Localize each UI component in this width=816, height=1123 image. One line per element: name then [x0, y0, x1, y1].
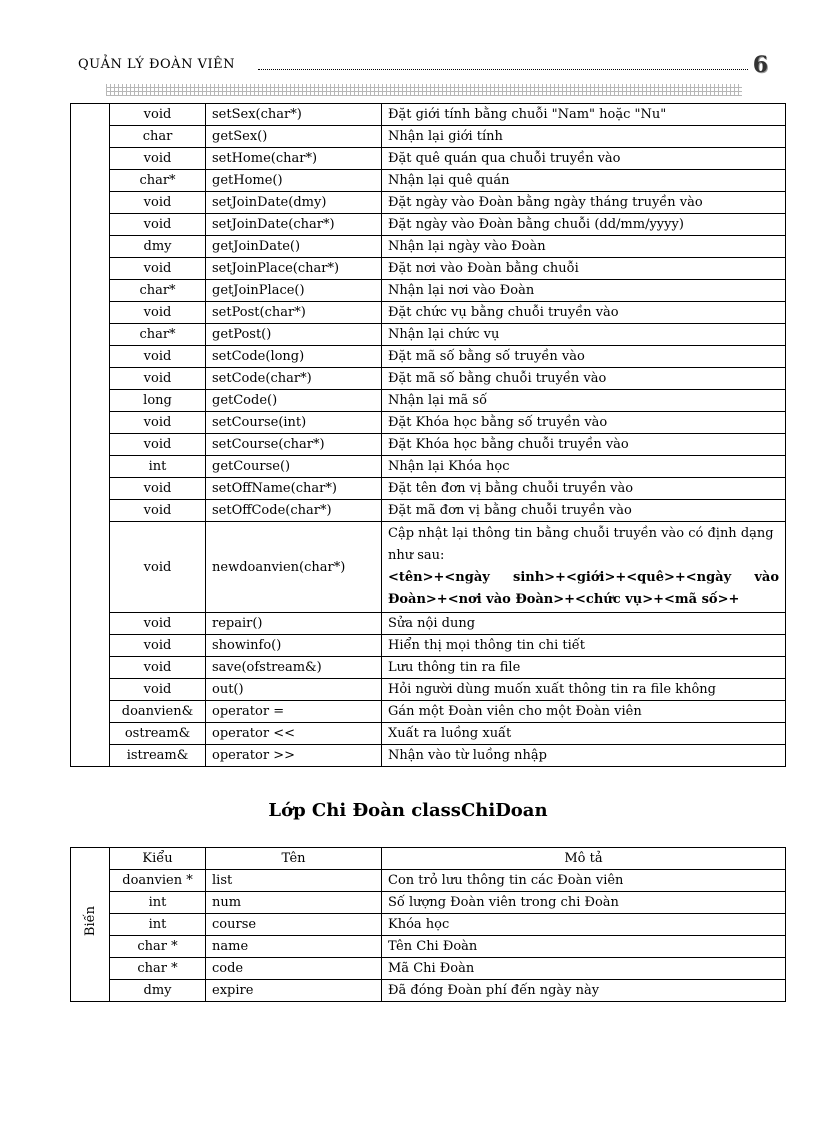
description-cell: Nhận lại Khóa học — [382, 456, 786, 478]
return-type-cell: void — [110, 679, 206, 701]
method-name-cell: operator << — [206, 723, 382, 745]
method-name-cell: repair() — [206, 613, 382, 635]
method-name-cell: getSex() — [206, 126, 382, 148]
description-cell: Nhận lại giới tính — [382, 126, 786, 148]
table-row — [71, 745, 786, 767]
column-header-name: Tên — [206, 848, 382, 870]
methods-side-column — [71, 104, 110, 767]
table-row — [71, 192, 786, 214]
method-name-cell: setCode(char*) — [206, 368, 382, 390]
method-name-cell: setJoinPlace(char*) — [206, 258, 382, 280]
description-cell: Nhận lại nơi vào Đoàn — [382, 280, 786, 302]
table-row — [71, 302, 786, 324]
variable-type-cell: char * — [110, 936, 206, 958]
page-number: 6 — [752, 52, 768, 78]
description-cell: Số lượng Đoàn viên trong chi Đoàn — [382, 892, 786, 914]
table-row — [71, 500, 786, 522]
return-type-cell: void — [110, 657, 206, 679]
description-text: Cập nhật lại thông tin bằng chuỗi truyền vào có định dạng như sau: — [388, 526, 774, 563]
table-row — [71, 657, 786, 679]
header-leader-dots — [258, 69, 748, 70]
description-cell: Gán một Đoàn viên cho một Đoàn viên — [382, 701, 786, 723]
table-row — [71, 635, 786, 657]
method-name-cell: getCourse() — [206, 456, 382, 478]
return-type-cell: void — [110, 214, 206, 236]
table-row — [71, 214, 786, 236]
method-name-cell: setCourse(int) — [206, 412, 382, 434]
method-name-cell: setSex(char*) — [206, 104, 382, 126]
method-name-cell: getHome() — [206, 170, 382, 192]
variable-name-cell: code — [206, 958, 382, 980]
return-type-cell: void — [110, 258, 206, 280]
return-type-cell: ostream& — [110, 723, 206, 745]
table-row — [71, 126, 786, 148]
method-name-cell: setJoinDate(dmy) — [206, 192, 382, 214]
variable-name-cell: num — [206, 892, 382, 914]
column-header-description: Mô tả — [382, 848, 786, 870]
method-name-cell: setCourse(char*) — [206, 434, 382, 456]
variable-type-cell: char * — [110, 958, 206, 980]
header-title: QUẢN LÝ ĐOÀN VIÊN — [78, 57, 235, 72]
table-row — [71, 980, 786, 1002]
method-name-cell: operator = — [206, 701, 382, 723]
return-type-cell: int — [110, 456, 206, 478]
table-row — [71, 701, 786, 723]
variable-name-cell: list — [206, 870, 382, 892]
description-cell: Khóa học — [382, 914, 786, 936]
description-cell: Sửa nội dung — [382, 613, 786, 635]
format-line-2: Đoàn>+<nơi vào Đoàn>+<chức vụ>+<mã số>+ — [388, 592, 740, 607]
description-cell: Nhận lại mã số — [382, 390, 786, 412]
return-type-cell: void — [110, 192, 206, 214]
description-cell: Hiển thị mọi thông tin chi tiết — [382, 635, 786, 657]
method-name-cell: operator >> — [206, 745, 382, 767]
description-cell: Đặt nơi vào Đoàn bằng chuỗi — [382, 258, 786, 280]
method-name-cell: setPost(char*) — [206, 302, 382, 324]
table-row — [71, 280, 786, 302]
method-name-cell: out() — [206, 679, 382, 701]
return-type-cell: long — [110, 390, 206, 412]
description-cell: Nhận lại quê quán — [382, 170, 786, 192]
table-row — [71, 148, 786, 170]
table-row — [71, 958, 786, 980]
table-row — [71, 522, 786, 613]
description-cell: Đặt quê quán qua chuỗi truyền vào — [382, 148, 786, 170]
return-type-cell: void — [110, 613, 206, 635]
page-header — [78, 52, 768, 76]
description-cell: Nhận lại ngày vào Đoàn — [382, 236, 786, 258]
method-name-cell: getJoinPlace() — [206, 280, 382, 302]
return-type-cell: void — [110, 522, 206, 613]
table-row — [71, 936, 786, 958]
description-cell: Đặt chức vụ bằng chuỗi truyền vào — [382, 302, 786, 324]
method-name-cell: setCode(long) — [206, 346, 382, 368]
return-type-cell: dmy — [110, 236, 206, 258]
return-type-cell: istream& — [110, 745, 206, 767]
table-row — [71, 478, 786, 500]
return-type-cell: void — [110, 368, 206, 390]
description-cell: Đặt ngày vào Đoàn bằng chuỗi (dd/mm/yyyy) — [382, 214, 786, 236]
table-row — [71, 104, 786, 126]
description-cell: Đặt mã số bằng chuỗi truyền vào — [382, 368, 786, 390]
table-row — [71, 412, 786, 434]
decorative-border — [106, 84, 742, 96]
method-name-cell: setOffCode(char*) — [206, 500, 382, 522]
description-cell: Đặt ngày vào Đoàn bằng ngày tháng truyền vào — [382, 192, 786, 214]
variable-type-cell: doanvien * — [110, 870, 206, 892]
description-cell: Hỏi người dùng muốn xuất thông tin ra file không — [382, 679, 786, 701]
table-row — [71, 324, 786, 346]
format-line-1: <tên>+<ngày sinh>+<giới>+<quê>+<ngày vào — [388, 570, 779, 585]
table-row — [71, 456, 786, 478]
return-type-cell: char* — [110, 324, 206, 346]
return-type-cell: void — [110, 500, 206, 522]
method-name-cell: newdoanvien(char*) — [206, 522, 382, 613]
description-cell: Đã đóng Đoàn phí đến ngày này — [382, 980, 786, 1002]
variables-table — [70, 847, 786, 1002]
description-cell: Nhận lại chức vụ — [382, 324, 786, 346]
return-type-cell: doanvien& — [110, 701, 206, 723]
variable-name-cell: name — [206, 936, 382, 958]
table-row — [71, 258, 786, 280]
table-row — [71, 613, 786, 635]
return-type-cell: void — [110, 346, 206, 368]
return-type-cell: void — [110, 412, 206, 434]
variables-side-column — [71, 848, 110, 1002]
table-row — [71, 723, 786, 745]
description-cell: Đặt Khóa học bằng chuỗi truyền vào — [382, 434, 786, 456]
method-name-cell: setHome(char*) — [206, 148, 382, 170]
method-name-cell: getPost() — [206, 324, 382, 346]
description-cell: Tên Chi Đoàn — [382, 936, 786, 958]
method-name-cell: getJoinDate() — [206, 236, 382, 258]
section-title: Lớp Chi Đoàn classChiDoan — [268, 800, 548, 821]
return-type-cell: void — [110, 148, 206, 170]
description-cell: Đặt mã số bằng số truyền vào — [382, 346, 786, 368]
table-row — [71, 368, 786, 390]
description-cell: Đặt Khóa học bằng số truyền vào — [382, 412, 786, 434]
methods-table — [70, 103, 786, 767]
methods-table-body — [71, 104, 786, 767]
method-name-cell: setJoinDate(char*) — [206, 214, 382, 236]
table-row — [71, 390, 786, 412]
method-name-cell: setOffName(char*) — [206, 478, 382, 500]
description-cell: Đặt mã đơn vị bằng chuỗi truyền vào — [382, 500, 786, 522]
return-type-cell: void — [110, 302, 206, 324]
table-row — [71, 892, 786, 914]
variable-name-cell: course — [206, 914, 382, 936]
table-row — [71, 679, 786, 701]
description-cell — [382, 522, 786, 613]
description-cell: Con trỏ lưu thông tin các Đoàn viên — [382, 870, 786, 892]
table-row — [71, 170, 786, 192]
column-header-type: Kiểu — [110, 848, 206, 870]
method-name-cell: showinfo() — [206, 635, 382, 657]
description-cell: Mã Chi Đoàn — [382, 958, 786, 980]
variable-type-cell: int — [110, 892, 206, 914]
table-row — [71, 346, 786, 368]
return-type-cell: char — [110, 126, 206, 148]
return-type-cell: void — [110, 478, 206, 500]
return-type-cell: char* — [110, 280, 206, 302]
variable-type-cell: int — [110, 914, 206, 936]
table-row — [71, 870, 786, 892]
return-type-cell: char* — [110, 170, 206, 192]
method-name-cell: getCode() — [206, 390, 382, 412]
description-cell: Nhận vào từ luồng nhập — [382, 745, 786, 767]
variable-name-cell: expire — [206, 980, 382, 1002]
table-row — [71, 236, 786, 258]
variable-type-cell: dmy — [110, 980, 206, 1002]
return-type-cell: void — [110, 635, 206, 657]
description-cell: Xuất ra luồng xuất — [382, 723, 786, 745]
table-row — [71, 914, 786, 936]
description-cell: Đặt tên đơn vị bằng chuỗi truyền vào — [382, 478, 786, 500]
method-name-cell: save(ofstream&) — [206, 657, 382, 679]
variables-table-body — [71, 848, 786, 1002]
description-cell: Đặt giới tính bằng chuỗi "Nam" hoặc "Nu" — [382, 104, 786, 126]
table-row — [71, 434, 786, 456]
table-row — [71, 848, 786, 870]
return-type-cell: void — [110, 434, 206, 456]
variables-label: Biến — [82, 905, 98, 937]
return-type-cell: void — [110, 104, 206, 126]
description-cell: Lưu thông tin ra file — [382, 657, 786, 679]
